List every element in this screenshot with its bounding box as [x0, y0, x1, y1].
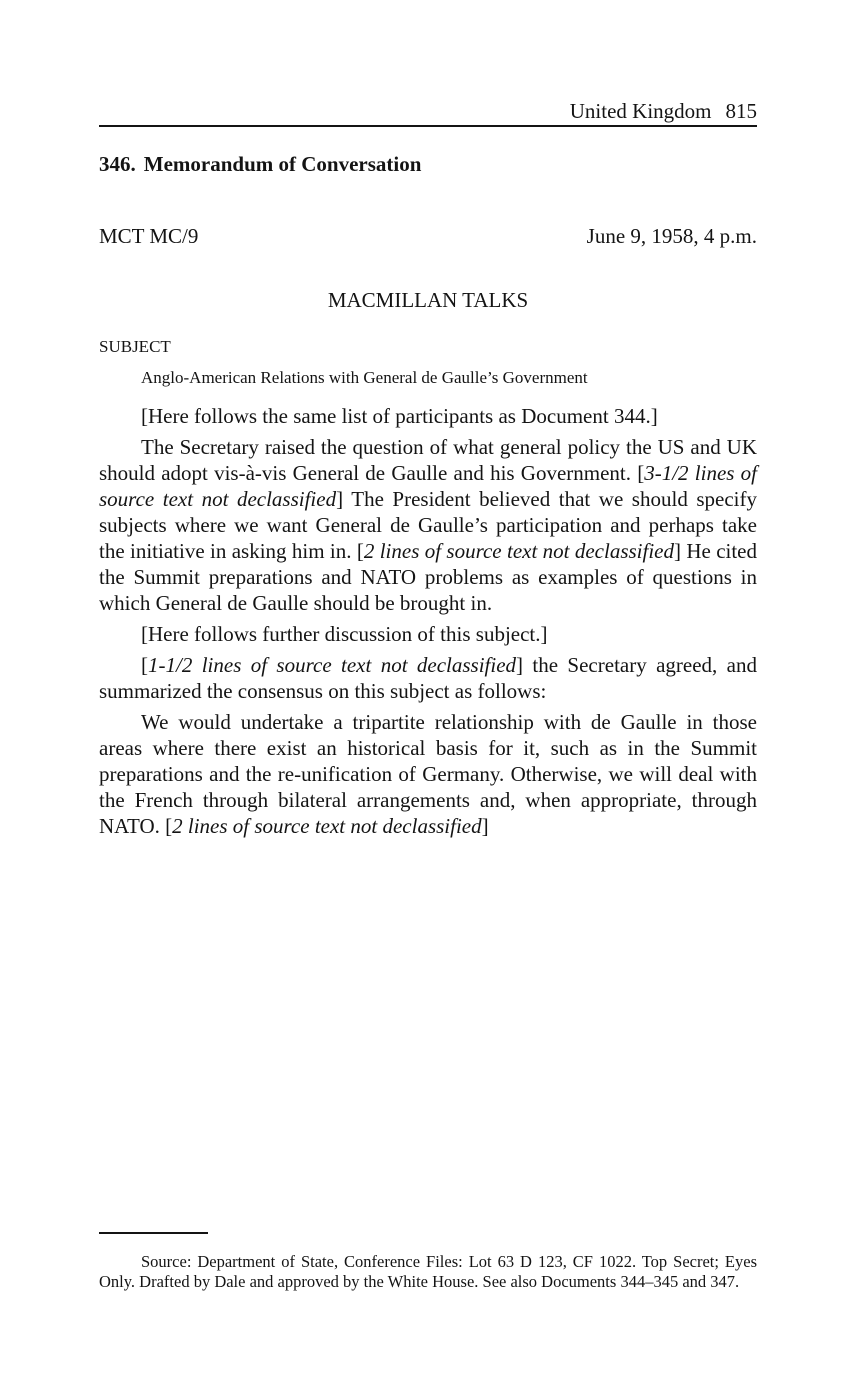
paragraph-participants-text: [Here follows the same list of participants as Document 344.]: [141, 404, 658, 428]
document-number: 346.: [99, 152, 136, 176]
footnote-rule: [99, 1232, 208, 1234]
body-text: [99, 403, 757, 844]
paragraph-tripartite: [99, 709, 757, 839]
document-title: [99, 150, 421, 178]
paragraph-participants: [99, 403, 757, 429]
paragraph-further-discussion-text: [Here follows further discussion of this subject.]: [141, 622, 548, 646]
paragraph-policy: [99, 434, 757, 616]
page-number: 815: [725, 99, 757, 123]
paragraph-further-discussion: [99, 621, 757, 647]
memo-number: MCT MC/9: [99, 224, 199, 248]
paragraph-consensus-text-1: [: [141, 653, 148, 677]
paragraph-policy-text-2: ] The President believed that we should specify subjects where we want General de Gaulle’s participation and perhaps take the initiative in asking him in. [: [99, 487, 757, 563]
redaction-note-2: 2 lines of source text not declassified: [363, 539, 674, 563]
running-head-title: United Kingdom: [569, 99, 712, 123]
source-footnote: Source: Department of State, Conference Files: Lot 63 D 123, CF 1022. Top Secret; Eyes Only. Drafted by Dale and approved by the White House. See also Documents 344–345 and 347.: [99, 1252, 757, 1291]
running-head: [570, 97, 757, 125]
paragraph-consensus: [99, 652, 757, 704]
document-page: [99, 0, 757, 1380]
paragraph-tripartite-text-1: We would undertake a tripartite relationship with de Gaulle in those areas where there exist an historical basis for it, such as in the Summit preparations and the re-unification of Germany. Otherwise, we will deal with the French through bilateral arrangements and, when appropriate, through NATO. [: [99, 710, 757, 838]
subject-label: SUBJECT: [99, 337, 171, 356]
paragraph-consensus-text-2: ] the Secretary agreed, and summarized the consensus on this subject as follows:: [99, 653, 757, 703]
document-meta-row: [99, 222, 757, 250]
redaction-note-3: 1-1/2 lines of source text not declassified: [148, 653, 517, 677]
document-date: June 9, 1958, 4 p.m.: [586, 224, 757, 248]
redaction-note-4: 2 lines of source text not declassified: [172, 814, 482, 838]
subject-text: Anglo-American Relations with General de Gaulle’s Government: [141, 368, 588, 387]
section-heading: MACMILLAN TALKS: [327, 288, 529, 312]
document-title-text: Memorandum of Conversation: [143, 152, 422, 176]
paragraph-policy-text-1: The Secretary raised the question of what general policy the US and UK should adopt vis-à-vis General de Gaulle and his Government. [: [99, 435, 757, 485]
paragraph-tripartite-text-2: ]: [481, 814, 489, 838]
redaction-note-1: 3-1/2 lines of source text not declassified: [99, 461, 757, 511]
header-rule: [99, 125, 757, 127]
paragraph-policy-text-3: ] He cited the Summit preparations and NATO problems as examples of questions in which General de Gaulle should be brought in.: [99, 539, 758, 615]
